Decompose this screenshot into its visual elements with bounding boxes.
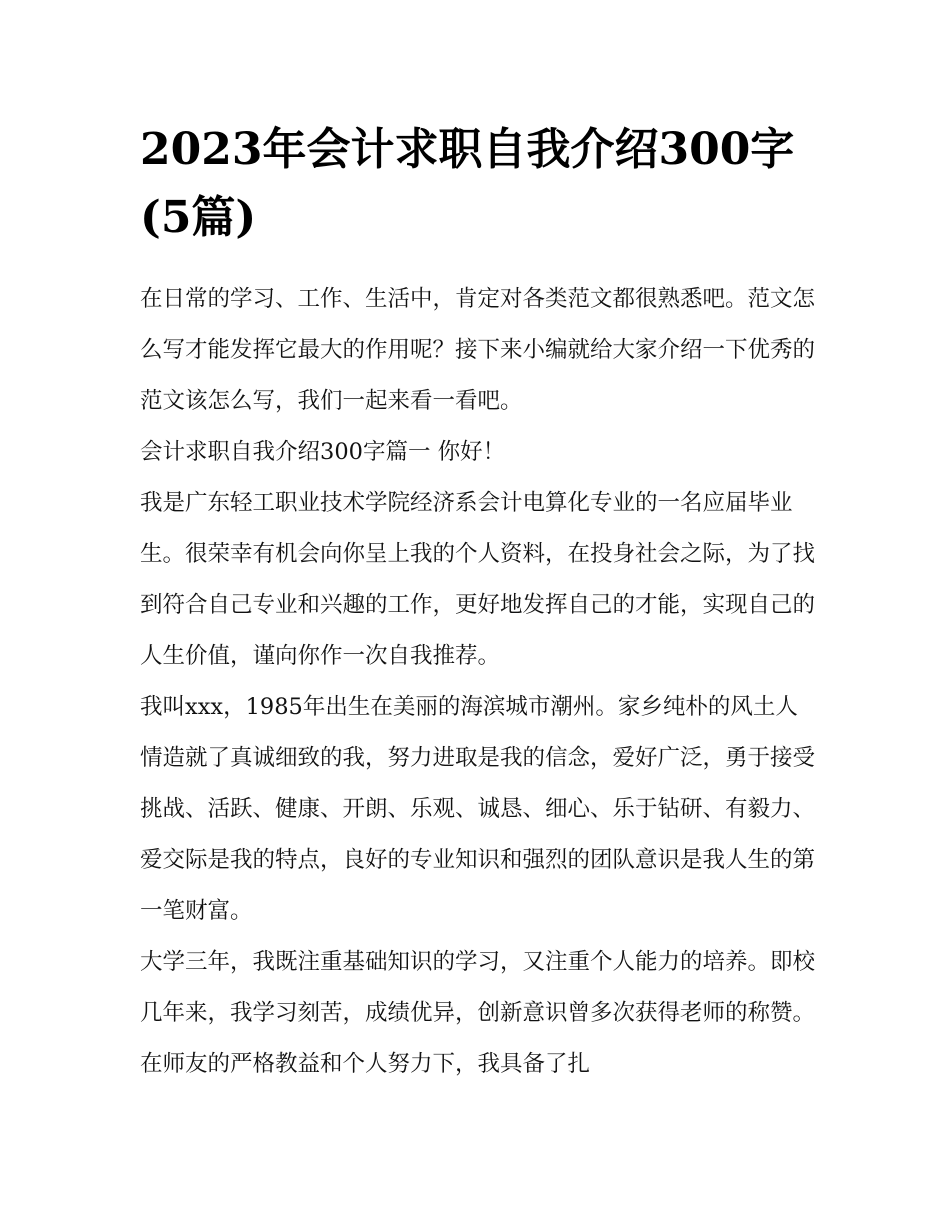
paragraph-intro: 在日常的学习、工作、生活中，肯定对各类范文都很熟悉吧。范文怎么写才能发挥它最大的作用呢？接下来小编就给大家介绍一下优秀的范文该怎么写，我们一起来看一看吧。 [140,286,816,414]
paragraph-self-recommendation: 我是广东轻工职业技术学院经济系会计电算化专业的一名应届毕业生。很荣幸有机会向你呈上我的个人资料，在投身社会之际，为了找到符合自己专业和兴趣的工作，更好地发挥自己的才能，实现自己的人生价值，谨向你作一次自我推荐。 [140,490,816,669]
paragraph-university-study: 大学三年，我既注重基础知识的学习，又注重个人能力的培养。即校几年来，我学习刻苦，成绩优异，创新意识曾多次获得老师的称赞。在师友的严格教益和个人努力下，我具备了扎 [140,949,816,1077]
document-content [140,116,820,1090]
paragraph-personal-background: 我叫xxx，1985年出生在美丽的海滨城市潮州。家乡纯朴的风土人情造就了真诚细致的我，努力进取是我的信念，爱好广泛，勇于接受挑战、活跃、健康、开朗、乐观、诚恳、细心、乐于钻研、有毅力、爱交际是我的特点，良好的专业知识和强烈的团队意识是我人生的第一笔财富。 [140,694,816,924]
document-title: 2023年会计求职自我介绍300字(5篇) [140,124,795,243]
paragraph-section-heading: 会计求职自我介绍300字篇一 你好！ [140,439,506,465]
document-body [140,274,820,1090]
